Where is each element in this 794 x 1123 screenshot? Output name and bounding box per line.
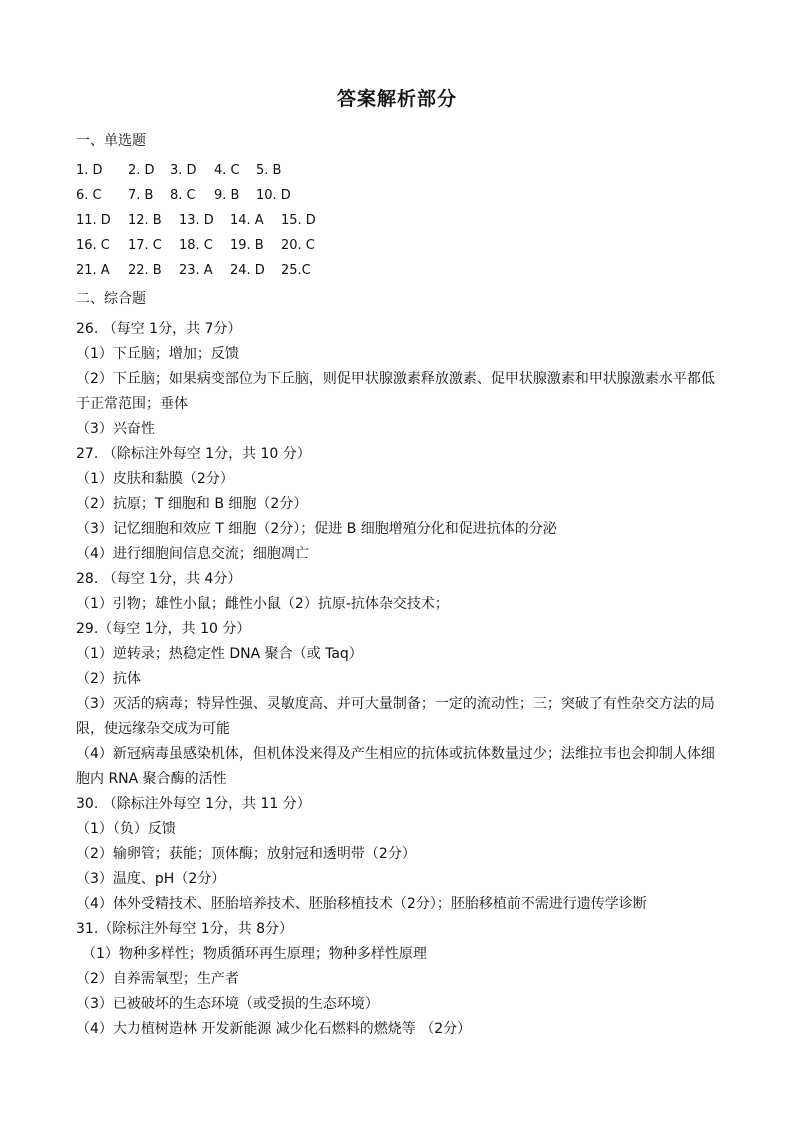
answer-line: （4）进行细胞间信息交流；细胞凋亡 — [76, 546, 309, 562]
answer-line: 29.（每空 1分，共 10 分） — [76, 621, 251, 637]
mc-answer: 23. A — [179, 263, 213, 278]
answer-line: （2）下丘脑；如果病变部位为下丘脑，则促甲状腺激素释放激素、促甲状腺激素和甲状腺激素水平都低 — [76, 371, 715, 387]
answer-line: （3）记忆细胞和效应 T 细胞（2分）；促进 B 细胞增殖分化和促进抗体的分泌 — [76, 521, 557, 537]
mc-answer: 13. D — [179, 213, 214, 228]
answer-line: 28. （每空 1分，共 4分） — [76, 571, 242, 587]
answer-line: 30. （除标注外每空 1分，共 11 分） — [76, 796, 311, 812]
page-title: 答案解析部分 — [336, 88, 457, 110]
mc-answer: 25.C — [281, 263, 311, 278]
section-heading-single-choice: 一、单选题 — [76, 133, 146, 149]
mc-answer-row — [76, 188, 310, 203]
answer-line: （1）逆转录；热稳定性 DNA 聚合（或 Taq） — [76, 646, 363, 662]
mc-answer: 20. C — [281, 238, 315, 253]
mc-answer: 8. C — [170, 188, 196, 203]
mc-answer: 4. C — [214, 163, 240, 178]
mc-answer-row — [76, 213, 335, 228]
answer-line: （3）已被破坏的生态环境（或受损的生态环境） — [76, 996, 379, 1012]
mc-answer: 15. D — [281, 213, 316, 228]
answer-line: 限，使远缘杂交成为可能 — [76, 721, 230, 737]
section-heading-comprehensive: 二、综合题 — [76, 291, 146, 307]
answer-line: （3）温度、pH（2分） — [76, 871, 226, 887]
answer-line: （2）自养需氧型；生产者 — [76, 971, 239, 987]
mc-answer: 6. C — [76, 188, 102, 203]
mc-answer: 5. B — [256, 163, 282, 178]
mc-answer: 9. B — [214, 188, 240, 203]
mc-answer: 1. D — [76, 163, 103, 178]
answer-line: （3）兴奋性 — [76, 421, 155, 437]
answer-line: （2）抗原；T 细胞和 B 细胞（2分） — [76, 496, 308, 512]
answer-line: （2）抗体 — [76, 671, 141, 687]
mc-answer: 3. D — [170, 163, 197, 178]
answer-line: （4）体外受精技术、胚胎培养技术、胚胎移植技术（2分）；胚胎移植前不需进行遗传学诊断 — [76, 896, 647, 912]
mc-answer: 14. A — [230, 213, 264, 228]
mc-answer: 19. B — [230, 238, 264, 253]
answer-line: （1）（负）反馈 — [76, 821, 176, 837]
mc-answer-row — [76, 263, 335, 278]
mc-answer: 16. C — [76, 238, 110, 253]
answer-line: 27. （除标注外每空 1分，共 10 分） — [76, 446, 311, 462]
answer-line: 26. （每空 1分，共 7分） — [76, 321, 242, 337]
mc-answer: 7. B — [128, 188, 154, 203]
answer-line: （1）引物；雄性小鼠；雌性小鼠（2）抗原-抗体杂交技术； — [76, 596, 449, 612]
mc-answer: 18. C — [179, 238, 213, 253]
answer-line: （1）皮肤和黏膜（2分） — [76, 471, 234, 487]
mc-answer: 11. D — [76, 213, 111, 228]
answer-line: （4）新冠病毒虽感染机体，但机体没来得及产生相应的抗体或抗体数量过少；法维拉韦也会抑制人体细 — [76, 746, 715, 762]
answer-line: （3）灭活的病毒；特异性强、灵敏度高、并可大量制备；一定的流动性；三；突破了有性杂交方法的局 — [76, 696, 715, 712]
mc-answer: 10. D — [256, 188, 291, 203]
mc-answer: 21. A — [76, 263, 110, 278]
answer-line: 31.（除标注外每空 1分，共 8分） — [76, 921, 293, 937]
mc-answer: 22. B — [128, 263, 162, 278]
mc-answer: 17. C — [128, 238, 162, 253]
answer-line: （4）大力植树造林 开发新能源 减少化石燃料的燃烧等 （2分） — [76, 1021, 472, 1037]
mc-answer-row — [76, 163, 300, 178]
answer-line: （1）物种多样性；物质循环再生原理；物种多样性原理 — [82, 946, 427, 962]
mc-answer: 12. B — [128, 213, 162, 228]
mc-answer-row — [76, 238, 335, 253]
mc-answer: 24. D — [230, 263, 265, 278]
answer-line: 胞内 RNA 聚合酶的活性 — [76, 771, 227, 787]
answer-line: （2）输卵管；获能；顶体酶；放射冠和透明带（2分） — [76, 846, 416, 862]
mc-answer: 2. D — [128, 163, 155, 178]
answer-line: 于正常范围；垂体 — [76, 396, 188, 412]
answer-line: （1）下丘脑；增加；反馈 — [76, 346, 239, 362]
